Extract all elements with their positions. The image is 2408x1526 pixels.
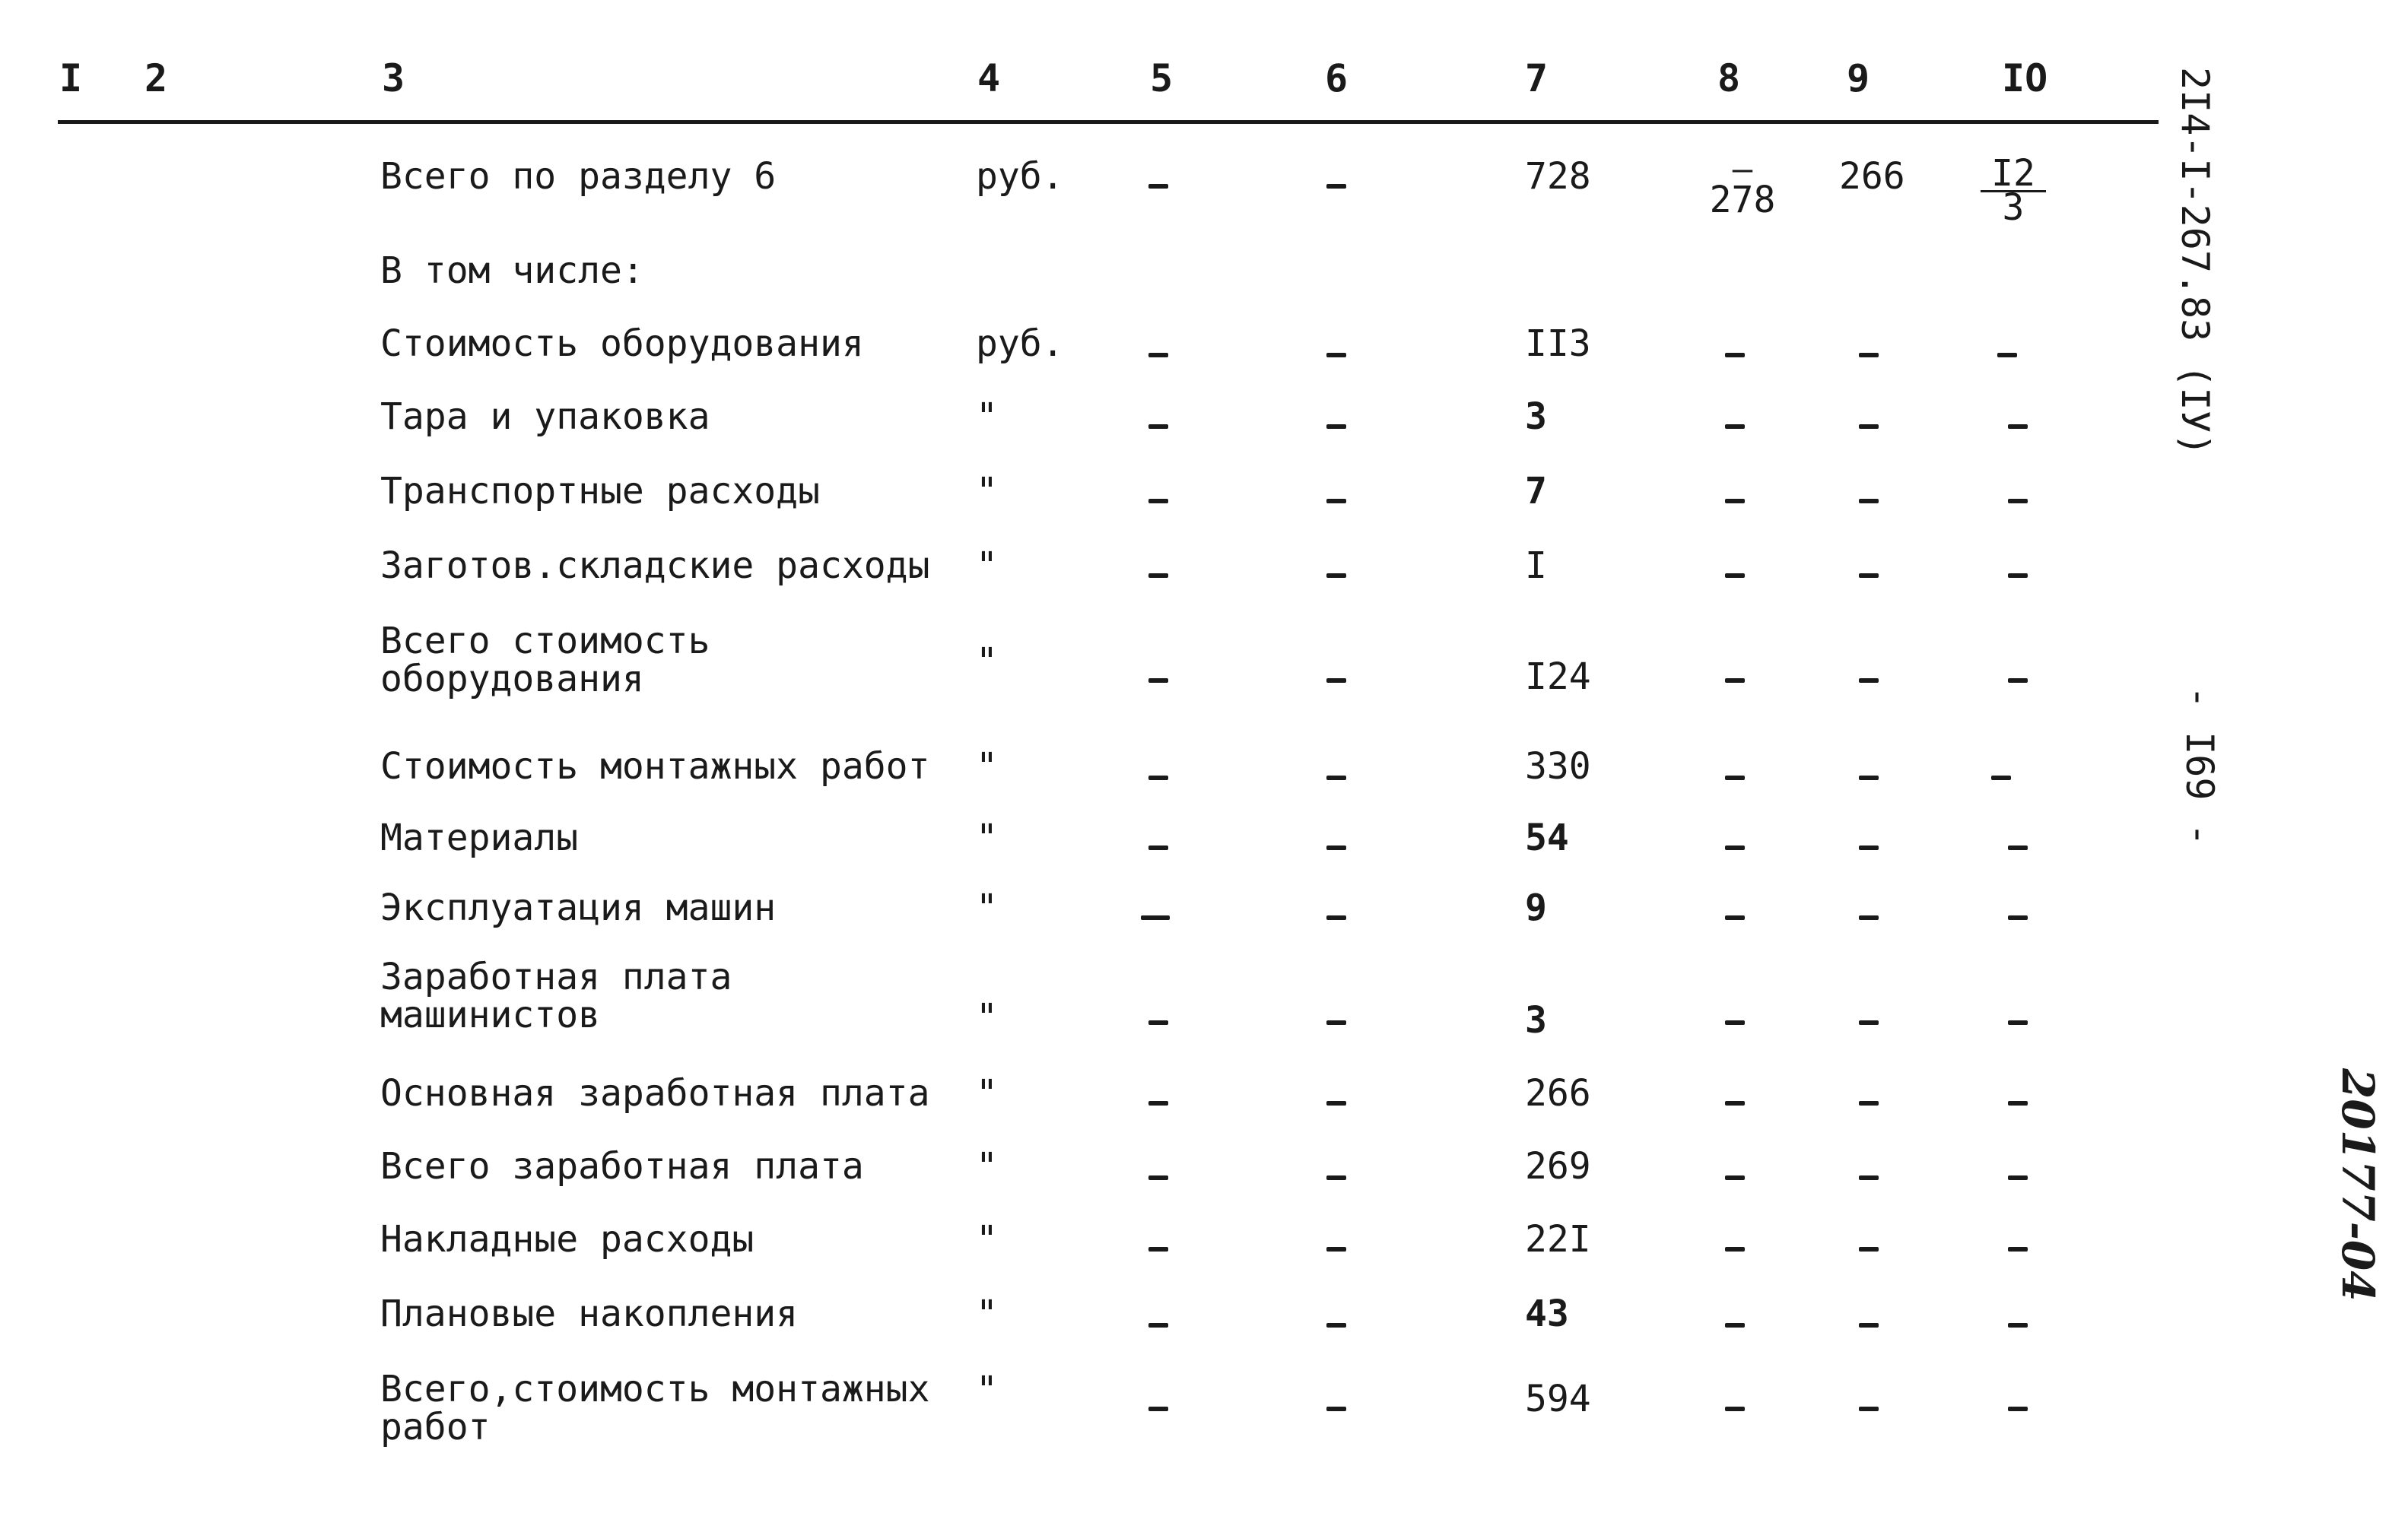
- dash-c9: [1859, 1020, 1879, 1025]
- dash-c9: [1859, 499, 1879, 503]
- dash-c8: [1725, 776, 1745, 780]
- fraction-c10-numerator: I2: [1981, 157, 2046, 192]
- row-unit: руб.: [976, 155, 1064, 198]
- dash-c8: [1725, 1020, 1745, 1025]
- dash-c10: [2008, 1247, 2028, 1252]
- dash-c5: [1141, 915, 1170, 920]
- dash-c10: [1997, 353, 2017, 357]
- dash-c10: [2008, 678, 2028, 683]
- dash-c10: [2008, 1101, 2028, 1106]
- dash-c5: [1148, 1175, 1168, 1180]
- dash-c8: [1725, 573, 1745, 578]
- dash-c5: [1148, 1020, 1168, 1025]
- column-header-8: 8: [1717, 56, 1741, 100]
- table-row: [0, 1074, 2206, 1157]
- handwritten-stamp: 20177-04: [2332, 1068, 2384, 1302]
- dash-c8: [1725, 1247, 1745, 1252]
- dash-c6: [1326, 845, 1346, 850]
- row-description: Всего заработная плата: [380, 1145, 864, 1188]
- row-unit: ": [976, 1293, 998, 1335]
- dash-c6: [1326, 1020, 1346, 1025]
- dash-c8: [1725, 1407, 1745, 1411]
- table-row: [0, 150, 2206, 240]
- dash-c10: [2008, 1323, 2028, 1328]
- dash-c8: [1725, 353, 1745, 357]
- row-value-c7: 330: [1525, 745, 1591, 788]
- row-unit: ": [976, 996, 998, 1039]
- row-value-c7: 7: [1525, 470, 1547, 512]
- dash-c9: [1859, 424, 1879, 429]
- dash-c5: [1148, 1407, 1168, 1411]
- dash-c9: [1859, 1247, 1879, 1252]
- dash-c6: [1326, 353, 1346, 357]
- row-description: Плановые накопления: [380, 1293, 799, 1335]
- row-value-c7: 22I: [1525, 1218, 1591, 1261]
- dash-c6: [1326, 915, 1346, 920]
- column-header-7: 7: [1525, 56, 1549, 100]
- row-description: Заготов.складские расходы: [380, 544, 930, 587]
- dash-c6: [1326, 1247, 1346, 1252]
- table-row: [0, 958, 2206, 1042]
- table-row: [0, 546, 2206, 630]
- table-row: [0, 1370, 2206, 1454]
- dash-c5: [1148, 776, 1168, 780]
- fraction-c8-denominator: 278: [1709, 179, 1776, 221]
- row-unit: ": [976, 544, 998, 587]
- table-row: [0, 1294, 2206, 1378]
- row-value-c7: 3: [1525, 395, 1547, 438]
- dash-c10: [2008, 915, 2028, 920]
- row-unit: ": [976, 1072, 998, 1115]
- dash-c6: [1326, 499, 1346, 503]
- dash-c9: [1859, 1323, 1879, 1328]
- dash-c9: [1859, 353, 1879, 357]
- dash-c10: [2008, 573, 2028, 578]
- dash-c10: [2008, 1020, 2028, 1025]
- dash-c9: [1859, 1101, 1879, 1106]
- column-header-2: 2: [145, 56, 168, 100]
- dash-c6: [1326, 1407, 1346, 1411]
- row-value-c7: 269: [1525, 1145, 1591, 1188]
- dash-c9: [1859, 845, 1879, 850]
- dash-c9: [1859, 573, 1879, 578]
- dash-c5: [1148, 845, 1168, 850]
- row-description: Заработная плата машинистов: [380, 956, 732, 1036]
- dash-c5: [1148, 678, 1168, 683]
- dash-c10: [1991, 776, 2011, 780]
- dash-c5: [1148, 1101, 1168, 1106]
- row-value-c7: 3: [1525, 999, 1547, 1042]
- row-unit: ": [976, 640, 998, 683]
- column-header-3: 3: [382, 56, 405, 100]
- column-header-1: I: [59, 56, 83, 100]
- dash-c8: [1725, 1101, 1745, 1106]
- dash-c8: [1725, 678, 1745, 683]
- row-value-c7: 9: [1525, 887, 1547, 929]
- dash-c9: [1859, 1175, 1879, 1180]
- table-row: [0, 622, 2206, 706]
- row-description: Тара и упаковка: [380, 395, 710, 438]
- row-unit: ": [976, 470, 998, 512]
- dash-c8: [1725, 1175, 1745, 1180]
- fraction-c10-denominator: 3: [2002, 186, 2025, 229]
- dash-c6: [1326, 1323, 1346, 1328]
- fraction-c8-numerator: –: [1732, 150, 1753, 189]
- dash-c6: [1326, 573, 1346, 578]
- row-description: Всего,стоимость монтажных работ: [380, 1368, 930, 1448]
- dash-c6: [1326, 184, 1346, 189]
- dash-c5: [1148, 353, 1168, 357]
- dash-c10: [2008, 1407, 2028, 1411]
- dash-c8: [1725, 424, 1745, 429]
- row-description: В том числе:: [380, 249, 644, 292]
- dash-c8: [1725, 915, 1745, 920]
- row-description: Стоимость монтажных работ: [380, 745, 930, 788]
- row-value-c9: 266: [1839, 155, 1905, 198]
- dash-c5: [1148, 424, 1168, 429]
- page-number: - I69 -: [2178, 686, 2222, 846]
- dash-c6: [1326, 1175, 1346, 1180]
- row-value-c7: 594: [1525, 1378, 1591, 1420]
- dash-c8: [1725, 845, 1745, 850]
- row-unit: ": [976, 1369, 998, 1411]
- dash-c9: [1859, 678, 1879, 683]
- column-header-10: IO: [2002, 56, 2048, 100]
- table-row: [0, 471, 2206, 555]
- dash-c5: [1148, 573, 1168, 578]
- dash-c8: [1725, 499, 1745, 503]
- row-description: Основная заработная плата: [380, 1072, 930, 1115]
- row-unit: ": [976, 887, 998, 929]
- row-value-c7: II3: [1525, 322, 1591, 365]
- row-unit: руб.: [976, 322, 1064, 365]
- row-description: Накладные расходы: [380, 1218, 754, 1261]
- table-row: [0, 397, 2206, 481]
- row-description: Материалы: [380, 817, 579, 859]
- column-header-9: 9: [1847, 56, 1870, 100]
- row-description: Стоимость оборудования: [380, 322, 864, 365]
- dash-c9: [1859, 776, 1879, 780]
- dash-c10: [2008, 499, 2028, 503]
- dash-c5: [1148, 184, 1168, 189]
- row-value-c7: 43: [1525, 1293, 1569, 1335]
- table-row: [0, 1147, 2206, 1230]
- row-value-c7: I24: [1525, 655, 1591, 698]
- row-unit: ": [976, 817, 998, 859]
- row-description: Транспортные расходы: [380, 470, 820, 512]
- row-description: Всего стоимость оборудования: [380, 620, 710, 700]
- dash-c10: [2008, 1175, 2028, 1180]
- row-unit: ": [976, 395, 998, 438]
- dash-c8: [1725, 1323, 1745, 1328]
- row-unit: ": [976, 1145, 998, 1188]
- column-header-4: 4: [977, 56, 1001, 100]
- row-unit: ": [976, 1218, 998, 1261]
- dash-c6: [1326, 1101, 1346, 1106]
- row-unit: ": [976, 745, 998, 788]
- column-header-6: 6: [1325, 56, 1349, 100]
- row-value-c7: I: [1525, 544, 1547, 587]
- header-rule: [58, 120, 2159, 124]
- row-value-c7: 266: [1525, 1072, 1591, 1115]
- fraction-c8: [1701, 150, 1784, 221]
- table-row: [0, 1220, 2206, 1303]
- dash-c5: [1148, 499, 1168, 503]
- row-value-c7: 54: [1525, 817, 1569, 859]
- row-description: Всего по разделу 6: [380, 155, 777, 198]
- table-row: [0, 324, 2206, 408]
- dash-c6: [1326, 776, 1346, 780]
- document-code: 2I4-I-267.83 (IУ): [2173, 67, 2217, 456]
- row-description: Эксплуатация машин: [380, 887, 777, 929]
- column-header-5: 5: [1150, 56, 1174, 100]
- dash-c6: [1326, 678, 1346, 683]
- dash-c5: [1148, 1247, 1168, 1252]
- dash-c9: [1859, 1407, 1879, 1411]
- dash-c9: [1859, 915, 1879, 920]
- dash-c10: [2008, 424, 2028, 429]
- table-row: [0, 251, 2206, 335]
- dash-c5: [1148, 1323, 1168, 1328]
- dash-c6: [1326, 424, 1346, 429]
- fraction-c10: [1981, 152, 2046, 229]
- row-value-c7: 728: [1525, 155, 1591, 198]
- dash-c10: [2008, 845, 2028, 850]
